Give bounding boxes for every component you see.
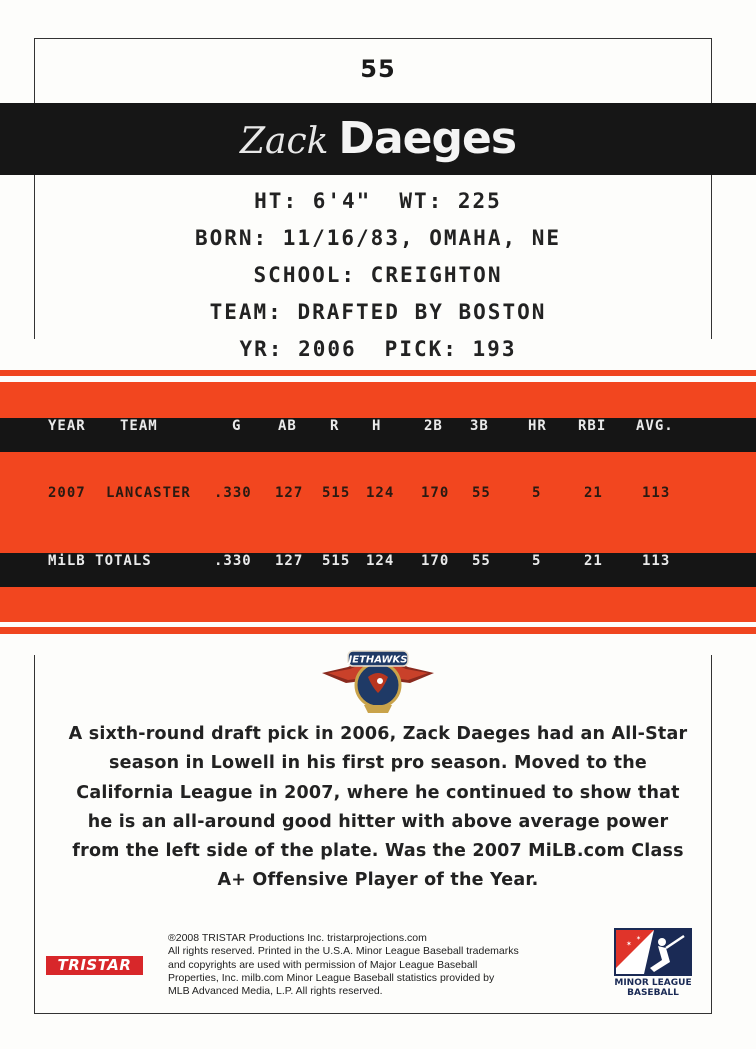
stats-cell: 113 — [642, 485, 671, 501]
milb-logo-text — [606, 978, 700, 998]
tristar-logo: TRISTAR — [46, 956, 143, 975]
player-name — [0, 113, 756, 164]
stats-header-cell: RBI — [578, 418, 607, 434]
stats-header-cell: R — [330, 418, 340, 434]
logo-text: JETHAWKS — [348, 654, 408, 666]
milb-text-line: BASEBALL — [627, 988, 679, 998]
stats-data-row — [0, 485, 756, 519]
bio-draft — [0, 334, 756, 371]
stats-header-cell: AVG. — [636, 418, 674, 434]
bio-weight: WT: 225 — [399, 189, 502, 213]
bio-height-weight — [0, 186, 756, 223]
totals-cell: 113 — [642, 553, 671, 569]
bio-height: HT: 6'4" — [254, 189, 372, 213]
legal-line: and copyrights are used with permission of Major League Baseball — [168, 958, 478, 971]
bio-school: SCHOOL: CREIGHTON — [253, 263, 503, 287]
stats-cell: 170 — [421, 485, 450, 501]
stats-cell: 2007 — [48, 485, 86, 501]
bio-year: YR: 2006 — [239, 337, 357, 361]
stats-cell: 5 — [532, 485, 542, 501]
svg-text:✶: ✶ — [636, 935, 642, 942]
stats-cell: LANCASTER — [106, 485, 191, 501]
blurb-line: from the left side of the plate. Was the 2007 MiLB.com Class — [72, 841, 684, 862]
card-number: 55 — [360, 55, 396, 83]
last-name: Daeges — [338, 113, 517, 164]
totals-cell: .330 — [214, 553, 252, 569]
bio-team: TEAM: DRAFTED BY BOSTON — [209, 300, 547, 324]
stats-header-cell: G — [232, 418, 242, 434]
svg-text:✶: ✶ — [626, 940, 632, 948]
stats-header-cell: HR — [528, 418, 547, 434]
stats-cell: 127 — [275, 485, 304, 501]
totals-label: MiLB TOTALS — [48, 553, 152, 569]
totals-cell: 515 — [322, 553, 351, 569]
blurb-line: he is an all-around good hitter with above average power — [87, 811, 669, 832]
blurb-line: season in Lowell in his first pro season. Moved to the — [109, 753, 647, 774]
bio-born: BORN: 11/16/83, OMAHA, NE — [194, 226, 562, 250]
stats-cell: 515 — [322, 485, 351, 501]
blurb-line: California League in 2007, where he continued to show that — [76, 782, 680, 803]
stats-header-cell: YEAR — [48, 418, 86, 434]
blurb-line: A+ Offensive Player of the Year. — [217, 870, 539, 891]
stats-header-cell: H — [372, 418, 382, 434]
stats-header-row — [0, 418, 756, 452]
bio-pick: PICK: 193 — [384, 337, 517, 361]
stats-totals-row — [0, 553, 756, 587]
totals-cell: 55 — [472, 553, 491, 569]
player-bio — [0, 186, 756, 371]
totals-cell: 127 — [275, 553, 304, 569]
legal-text — [168, 932, 588, 998]
stats-header-cell: 3B — [470, 418, 489, 434]
legal-line: ®2008 TRISTAR Productions Inc. tristarprojections.com — [168, 932, 427, 944]
stats-cell: .330 — [214, 485, 252, 501]
totals-cell: 124 — [366, 553, 395, 569]
stats-header-cell: AB — [278, 418, 297, 434]
jethawks-logo-icon — [318, 643, 438, 717]
stats-cell: 21 — [584, 485, 603, 501]
stripe — [0, 627, 756, 634]
milb-logo-icon — [614, 928, 692, 976]
legal-line: All rights reserved. Printed in the U.S.A. Minor League Baseball trademarks — [168, 945, 519, 958]
player-blurb — [60, 720, 696, 896]
totals-cell: 170 — [421, 553, 450, 569]
stats-header-cell: 2B — [424, 418, 443, 434]
totals-cell: 5 — [532, 553, 542, 569]
stats-cell: 55 — [472, 485, 491, 501]
stats-header-cell: TEAM — [120, 418, 158, 434]
milb-text-line: MINOR LEAGUE — [614, 978, 692, 988]
blurb-line: A sixth-round draft pick in 2006, Zack Daeges had an All-Star — [68, 724, 688, 744]
legal-line: Properties, Inc. milb.com Minor League Baseball statistics provided by — [168, 971, 495, 984]
totals-cell: 21 — [584, 553, 603, 569]
stats-cell: 124 — [366, 485, 395, 501]
first-name: Zack — [239, 121, 329, 162]
legal-line: MLB Advanced Media, L.P. All rights reserved. — [168, 985, 383, 998]
